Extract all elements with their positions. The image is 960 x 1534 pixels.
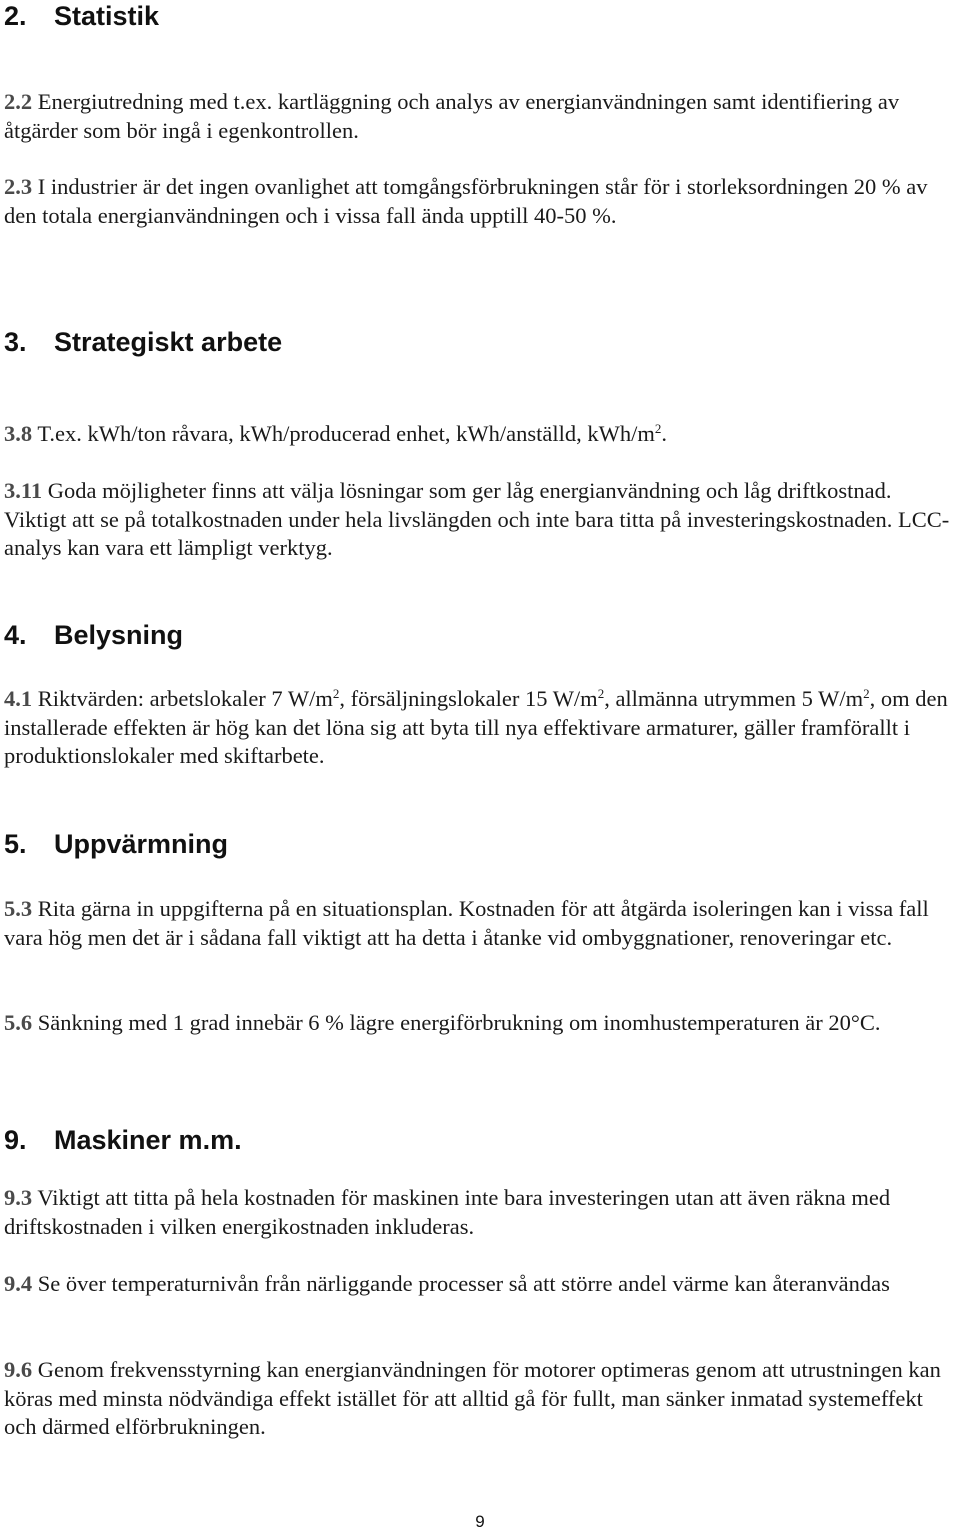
section-number: 2. — [4, 1, 27, 31]
item-number: 2.3 — [4, 174, 33, 199]
section-number: 3. — [4, 327, 27, 357]
paragraph-5-3 — [4, 895, 956, 952]
paragraph-4-1 — [4, 685, 956, 771]
section-title: Belysning — [54, 620, 184, 650]
paragraph-9-4 — [4, 1270, 956, 1299]
section-title: Maskiner m.m. — [54, 1125, 242, 1155]
paragraph-text: Viktigt att titta på hela kostnaden för maskinen inte bara investeringen utan att även räkna med driftskostnaden i vilken energikostnaden inkluderas. — [4, 1185, 891, 1239]
item-number: 9.3 — [4, 1185, 33, 1210]
paragraph-2-3 — [4, 173, 956, 230]
paragraph-text: Riktvärden: arbetslokaler 7 W/m — [32, 686, 333, 711]
paragraph-text: , försäljningslokaler 15 W/m — [339, 686, 598, 711]
paragraph-3-8 — [4, 420, 956, 449]
paragraph-text: Genom frekvensstyrning kan energianvändningen för motorer optimeras genom att utrustningen kan köras med minsta nödvändiga effekt istället för att alltid gå för fullt, man sänker inmatad systemeffekt och därmed elförbrukningen. — [4, 1357, 941, 1439]
paragraph-text: Goda möjligheter finns att välja lösningar som ger låg energianvändning och låg driftkostnad. Viktigt att se på totalkostnaden under hela livslängden och inte bara titta på investeringskostnaden. LCC-analys kan vara ett lämpligt verktyg. — [4, 478, 950, 560]
section-number: 9. — [4, 1125, 27, 1155]
paragraph-3-11 — [4, 477, 956, 563]
page-number: 9 — [475, 1512, 485, 1531]
section-title: Uppvärmning — [54, 829, 229, 859]
item-number: 9.4 — [4, 1271, 33, 1296]
paragraph-text: Energiutredning med t.ex. kartläggning och analys av energianvändningen samt identifiering av åtgärder som bör ingå i egenkontrollen. — [4, 89, 900, 143]
paragraph-9-3 — [4, 1184, 956, 1241]
section-title: Statistik — [54, 1, 160, 31]
paragraph-9-6 — [4, 1356, 956, 1442]
paragraph-text: , om den installerade effekten är hög kan det löna sig att byta till nya effektivare armaturer, gäller framförallt i produktionslokaler med skiftarbete. — [4, 686, 948, 768]
paragraph-text-end: . — [661, 421, 667, 446]
item-number: 3.8 — [4, 421, 33, 446]
superscript: 2 — [332, 686, 340, 701]
item-number: 3.11 — [4, 478, 43, 503]
section-heading-uppvarmning — [4, 828, 228, 860]
section-title: Strategiskt arbete — [54, 327, 283, 357]
item-number: 2.2 — [4, 89, 33, 114]
item-number: 5.3 — [4, 896, 33, 921]
superscript: 2 — [597, 686, 605, 701]
section-number: 4. — [4, 620, 27, 650]
paragraph-text: , allmänna utrymmen 5 W/m — [604, 686, 864, 711]
item-number: 9.6 — [4, 1357, 33, 1382]
item-number: 5.6 — [4, 1010, 33, 1035]
paragraph-5-6 — [4, 1009, 956, 1038]
section-heading-belysning — [4, 619, 183, 651]
section-heading-statistik — [4, 0, 159, 32]
superscript: 2 — [863, 686, 870, 701]
paragraph-text: Se över temperaturnivån från närliggande processer så att större andel värme kan återanvändas — [32, 1271, 890, 1296]
paragraph-text: Sänkning med 1 grad innebär 6 % lägre energiförbrukning om inomhustemperaturen är 20°C. — [32, 1010, 881, 1035]
section-heading-strategiskt-arbete — [4, 326, 282, 358]
section-number: 5. — [4, 829, 27, 859]
paragraph-2-2 — [4, 88, 956, 145]
paragraph-text: T.ex. kWh/ton råvara, kWh/producerad enhet, kWh/anställd, kWh/m — [32, 421, 655, 446]
item-number: 4.1 — [4, 686, 33, 711]
paragraph-text: Rita gärna in uppgifterna på en situationsplan. Kostnaden för att åtgärda isoleringen kan i vissa fall vara hög men det är i sådana fall viktigt att ha detta i åtanke vid ombyggnationer, renoveringar etc. — [4, 896, 929, 950]
paragraph-text: I industrier är det ingen ovanlighet att tomgångsförbrukningen står för i storleksordningen 20 % av den totala energianvändningen och i vissa fall ända upptill 40-50 %. — [4, 174, 928, 228]
section-heading-maskiner — [4, 1124, 242, 1156]
superscript: 2 — [654, 421, 662, 436]
